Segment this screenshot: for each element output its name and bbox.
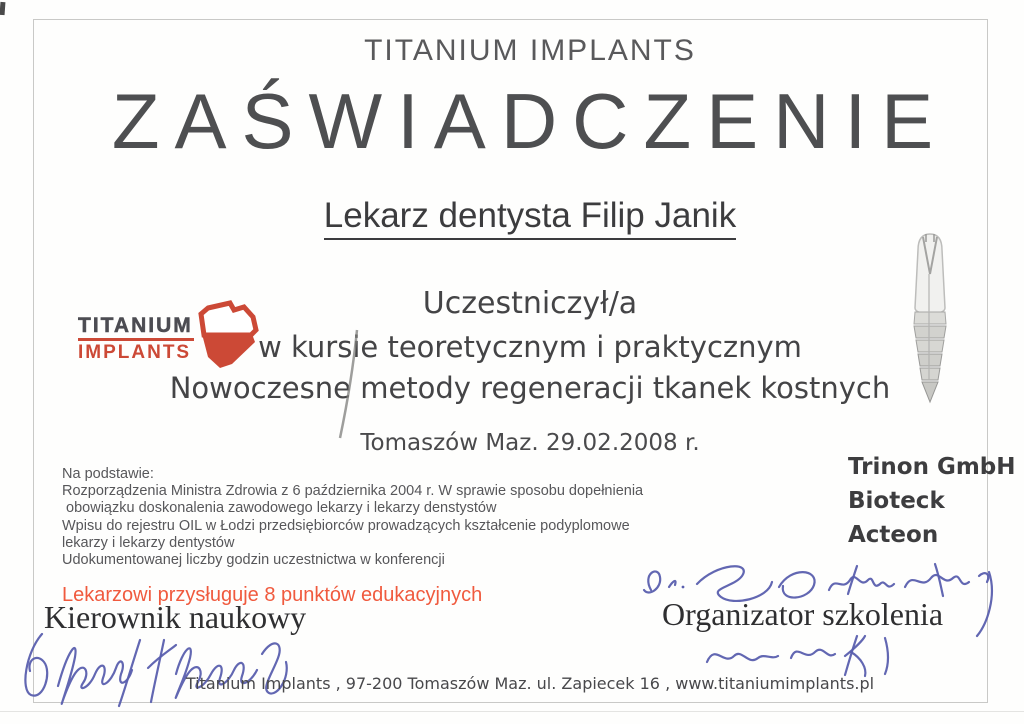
brand-heading: TITANIUM IMPLANTS [364,34,696,67]
sponsor-list [848,450,1016,552]
recipient-name-text: Lekarz dentysta Filip Janik [324,196,736,240]
organizer-signature-upper [633,556,1005,640]
course-title-line: Nowoczesne metody regeneracji tkanek kostnych [169,371,891,405]
course-type-line: w kursie teoretycznym i praktycznym [258,330,802,364]
certificate-title: ZAŚWIADCZENIE [111,77,949,165]
scientific-director-label: Kierownik naukowy [44,599,307,635]
legal-basis-line: Wpisu do rejestru OIL w Łodzi przedsiębiorców prowadzących kształcenie podyplomowe [62,517,630,534]
sponsor-acteon: Acteon [848,522,939,548]
scientific-director-signature [18,612,343,708]
legal-basis-line: obowiązku doskonalenia zawodowego lekarzy i lekarzy denstystów [62,500,497,517]
scan-paper-edge [0,711,1024,712]
place-date-line: Tomaszów Maz. 29.02.2008 r. [360,430,700,456]
sponsor-bioteck: Bioteck [848,488,945,514]
legal-basis-block [62,466,722,569]
logo-implants-text: IMPLANTS [78,342,192,363]
recipient-name [36,196,1024,236]
poland-map-icon [178,300,260,370]
legal-basis-line: Udokumentowanej liczby godzin uczestnictwa w konferencji [62,552,445,569]
logo-titanium-text: TITANIUM [78,314,193,337]
scan-scratch-artifact [330,320,370,445]
education-points-note: Lekarzowi przysługuje 8 punktów edukacyjnych [62,584,483,606]
sponsor-trinon: Trinon GmbH [848,454,1016,480]
titanium-implants-logo [70,300,260,370]
scan-artifact-corner [0,2,5,15]
organizer-label: Organizator szkolenia [662,596,944,632]
footer-address-line: Titanium Implants , 97-200 Tomaszów Maz. ul. Zapiecek 16 , www.titaniumimplants.pl [185,674,875,693]
logo-divider-bar [78,338,194,341]
dental-implant-icon [902,230,958,415]
organizer-signature-lower [697,630,919,678]
legal-basis-heading: Na podstawie: [62,466,154,482]
legal-basis-line: Rozporządzenia Ministra Zdrowia z 6 października 2004 r. W sprawie sposobu dopełnienia [62,483,644,500]
participation-line: Uczestniczył/a [422,286,638,321]
legal-basis-line: lekarzy i lekarzy dentystów [62,534,235,551]
